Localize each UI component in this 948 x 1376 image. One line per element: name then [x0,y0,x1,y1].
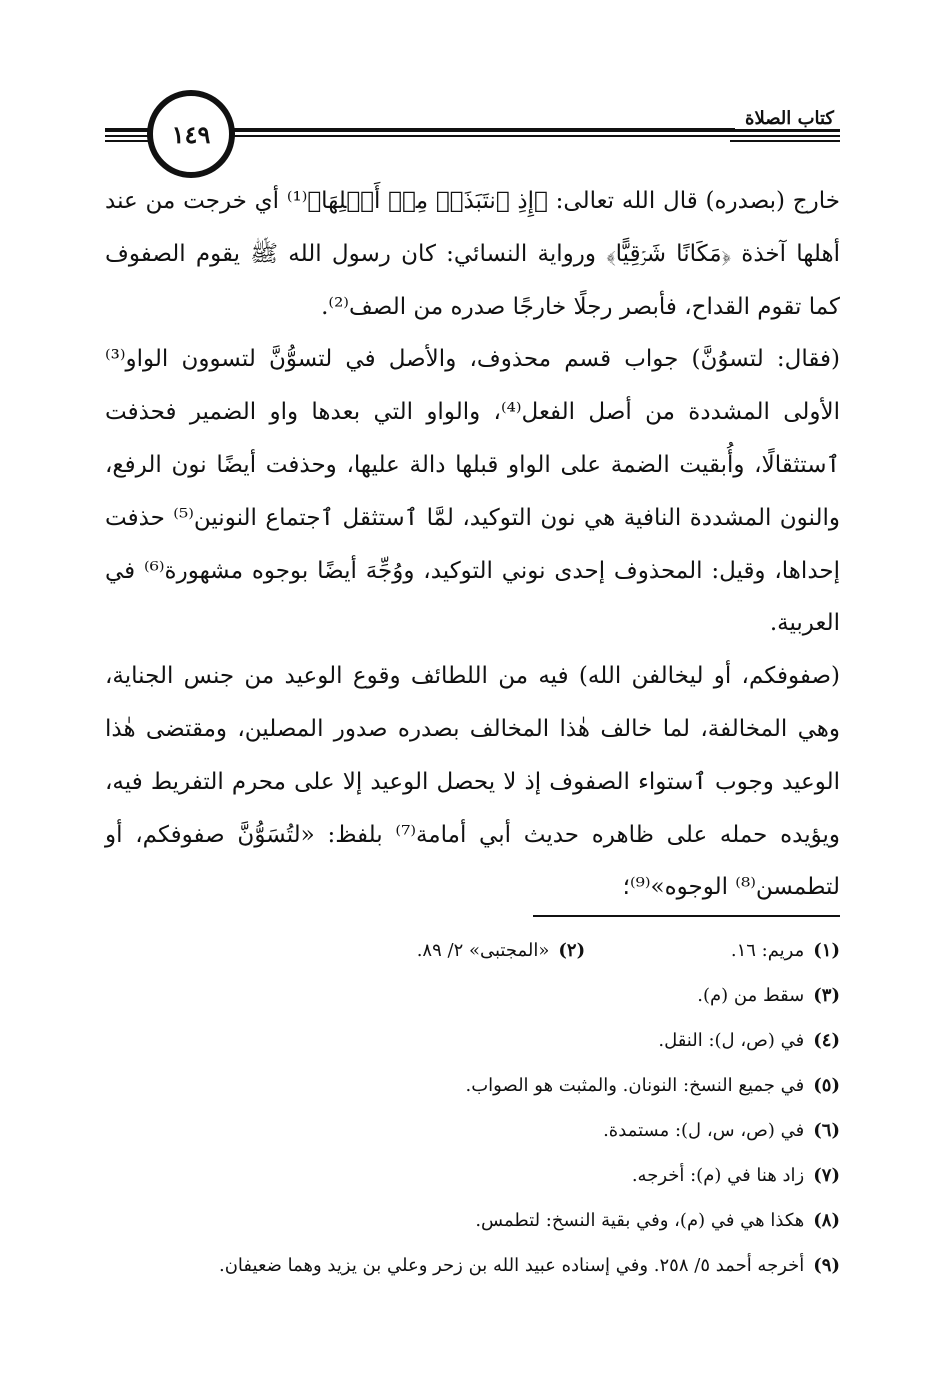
footnote-number: (٧) [813,1165,840,1186]
footnote-number: (١) [813,940,840,961]
footnote-text: في (ص، س، ل): مستمدة. [603,1120,805,1141]
page-number-badge [147,90,235,178]
chapter-title: كتاب الصلاة [735,108,840,129]
header-rule-right-end [730,140,840,142]
footnote-number: (٤) [813,1030,840,1051]
footnote-item [105,1198,840,1243]
footnote-item [105,1018,840,1063]
footnote-text: «المجتبى» ٢/ ٨٩. [416,940,550,961]
footnote-number: (٨) [813,1210,840,1231]
page-header [105,88,840,178]
footnote-text: سقط من (م). [697,985,805,1006]
page-number: ١٤٩ [171,119,211,149]
paragraph: (فقال: لتسوُنَّ) جواب قسم محذوف، والأصل في لتسوُّنَّ لتسوون الواو⁽³⁾ الأولى المشددة من أصل الفعل⁽⁴⁾، والواو التي بعدها واو الضمير فحذفت ٱستثقالًا، وأُبقيت الضمة على الواو قبلها دالة عليها، وحذفت أيضًا نون الرفع، والنون المشددة النافية هي نون التوكيد، لمَّا ٱستثقل ٱجتماع النونين⁽⁵⁾ حذفت إحداها، وقيل: المحذوف إحدى نوني التوكيد، ووُجِّهَ أيضًا بوجوه مشهورة⁽⁶⁾ في العربية. [105,346,841,637]
footnote-separator [533,915,840,917]
paragraph: خارج (بصدره) قال الله تعالى: ﴿إِذِ ٱنتَبَذَتۡ مِنۡ أَهۡلِهَا﴾⁽¹⁾ أي خرجت من عند أهلها آخذة ﴿مَكَانًا شَرۡقِيًّا﴾ ورواية النسائي: كان رسول الله ﷺ يقوم الصفوف كما تقوم القداح، فأبصر رجلًا خارجًا صدره من الصف⁽²⁾. [105,188,840,320]
footnotes [105,928,840,1288]
footnote-number: (٣) [813,985,840,1006]
footnote-item [105,973,840,1018]
footnote-text: في (ص، ل): النقل. [658,1030,805,1051]
footnote-number: (٢) [558,940,586,961]
footnote-item [105,1153,840,1198]
footnote-text: هكذا هي في (م)، وفي بقية النسخ: لتطمس. [475,1210,805,1231]
footnote-text: مريم: ١٦. [730,940,805,961]
footnote-item-inline [417,928,585,973]
paragraph: (صفوفكم، أو ليخالفن الله) فيه من اللطائف وقوع الوعيد من جنس الجناية، وهي المخالفة، لما خالف هٰذا المخالف بصدره صدور المصلين، ومقتضى هٰذا الوعيد وجوب ٱستواء الصفوف إذ لا يحصل الوعيد إلا على محرم التفريط فيه، ويؤيده حمله على ظاهره حديث أبي أمامة⁽⁷⁾ بلفظ: «لتُسَوُّنَّ صفوفكم، أو لتطمسن⁽⁸⁾ الوجوه»⁽⁹⁾؛ [105,663,840,901]
footnote-text: زاد هنا في (م): أخرجه. [631,1165,805,1186]
main-text [105,175,840,914]
footnote-text: في جميع النسخ: النونان. والمثبت هو الصواب. [465,1075,805,1096]
footnote-number: (٩) [813,1255,840,1276]
footnote-item [105,1243,840,1288]
footnote-number: (٦) [813,1120,840,1141]
footnote-item [105,928,840,973]
footnote-number: (٥) [813,1075,840,1096]
footnote-item [105,1108,840,1153]
footnote-text: أخرجه أحمد ٥/ ٢٥٨. وفي إسناده عبيد الله بن زحر وعلي بن يزيد وهما ضعيفان. [218,1255,805,1276]
footnote-item [105,1063,840,1108]
